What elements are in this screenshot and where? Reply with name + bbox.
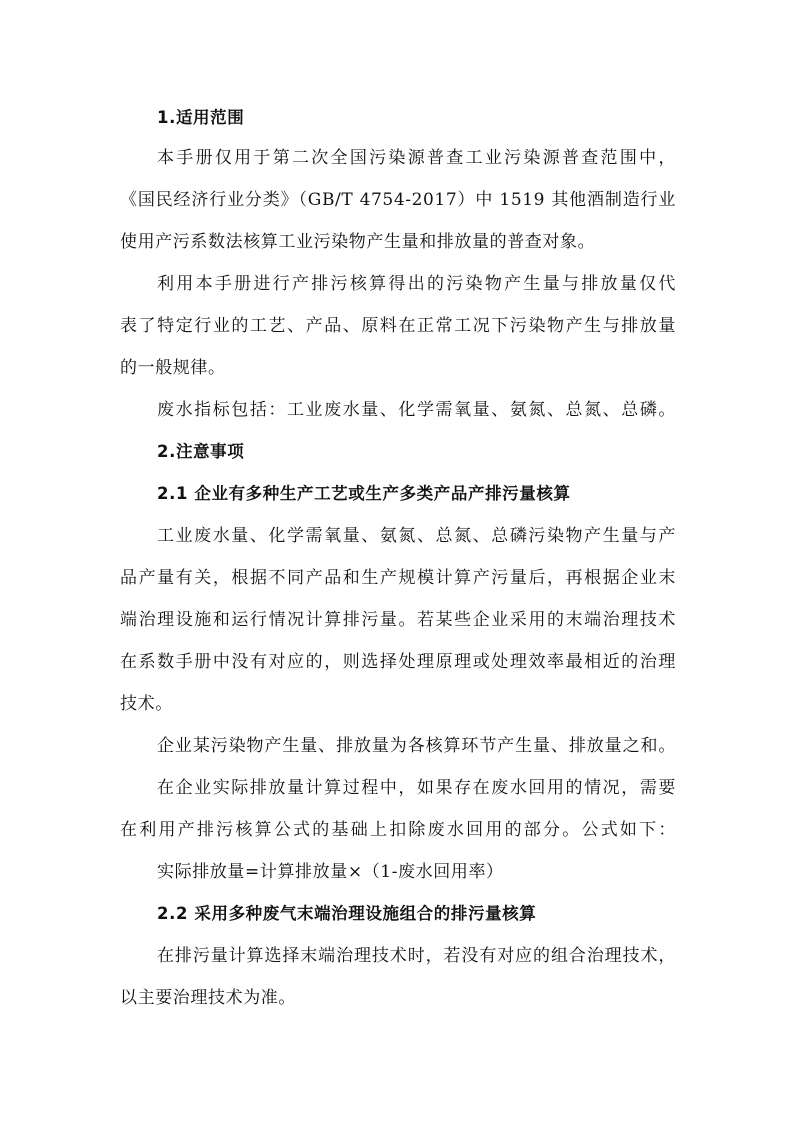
section-1-paragraph-2-line-2: 表了特定行业的工艺、产品、原料在正常工况下污染物产生与排放量 (120, 316, 676, 336)
section-1-paragraph-2-line-3: 的一般规律。 (120, 358, 226, 378)
section-2-heading: 2.注意事项 (157, 442, 245, 461)
subsection-2-2-paragraph-1-line-2: 以主要治理技术为准。 (120, 988, 296, 1008)
section-1-paragraph-1-line-2: 《国民经济行业分类》（GB/T 4754-2017）中 1519 其他酒制造行业 (120, 190, 676, 210)
section-1-paragraph-1-line-3: 使用产污系数法核算工业污染物产生量和排放量的普查对象。 (120, 232, 596, 252)
section-1-heading: 1.适用范围 (157, 108, 245, 127)
section-1-paragraph-2-line-1: 利用本手册进行产排污核算得出的污染物产生量与排放量仅代 (157, 274, 676, 294)
subsection-2-1-paragraph-1-line-5: 技术。 (120, 694, 173, 714)
subsection-2-1-paragraph-1-line-3: 端治理设施和运行情况计算排污量。若某些企业采用的末端治理技术 (120, 610, 676, 630)
subsection-2-1-paragraph-1-line-1: 工业废水量、化学需氧量、氨氮、总氮、总磷污染物产生量与产 (157, 526, 676, 546)
subsection-2-2-heading: 2.2 采用多种废气末端治理设施组合的排污量核算 (157, 904, 537, 923)
subsection-2-1-formula: 实际排放量=计算排放量×（1-废水回用率） (157, 862, 504, 882)
section-1-paragraph-1-line-1: 本手册仅用于第二次全国污染源普查工业污染源普查范围中， (157, 148, 676, 168)
subsection-2-2-paragraph-1-line-1: 在排污量计算选择末端治理技术时，若没有对应的组合治理技术， (157, 946, 676, 966)
subsection-2-1-heading: 2.1 企业有多种生产工艺或生产多类产品产排污量核算 (157, 484, 571, 503)
subsection-2-1-paragraph-1-line-4: 在系数手册中没有对应的，则选择处理原理或处理效率最相近的治理 (120, 652, 676, 672)
subsection-2-1-paragraph-3-line-2: 在利用产排污核算公式的基础上扣除废水回用的部分。公式如下： (120, 820, 676, 840)
subsection-2-1-paragraph-1-line-2: 品产量有关，根据不同产品和生产规模计算产污量后，再根据企业末 (120, 568, 676, 588)
subsection-2-1-paragraph-3-line-1: 在企业实际排放量计算过程中，如果存在废水回用的情况，需要 (157, 778, 676, 798)
section-1-paragraph-3: 废水指标包括：工业废水量、化学需氧量、氨氮、总氮、总磷。 (157, 400, 676, 420)
subsection-2-1-paragraph-2: 企业某污染物产生量、排放量为各核算环节产生量、排放量之和。 (157, 736, 676, 756)
